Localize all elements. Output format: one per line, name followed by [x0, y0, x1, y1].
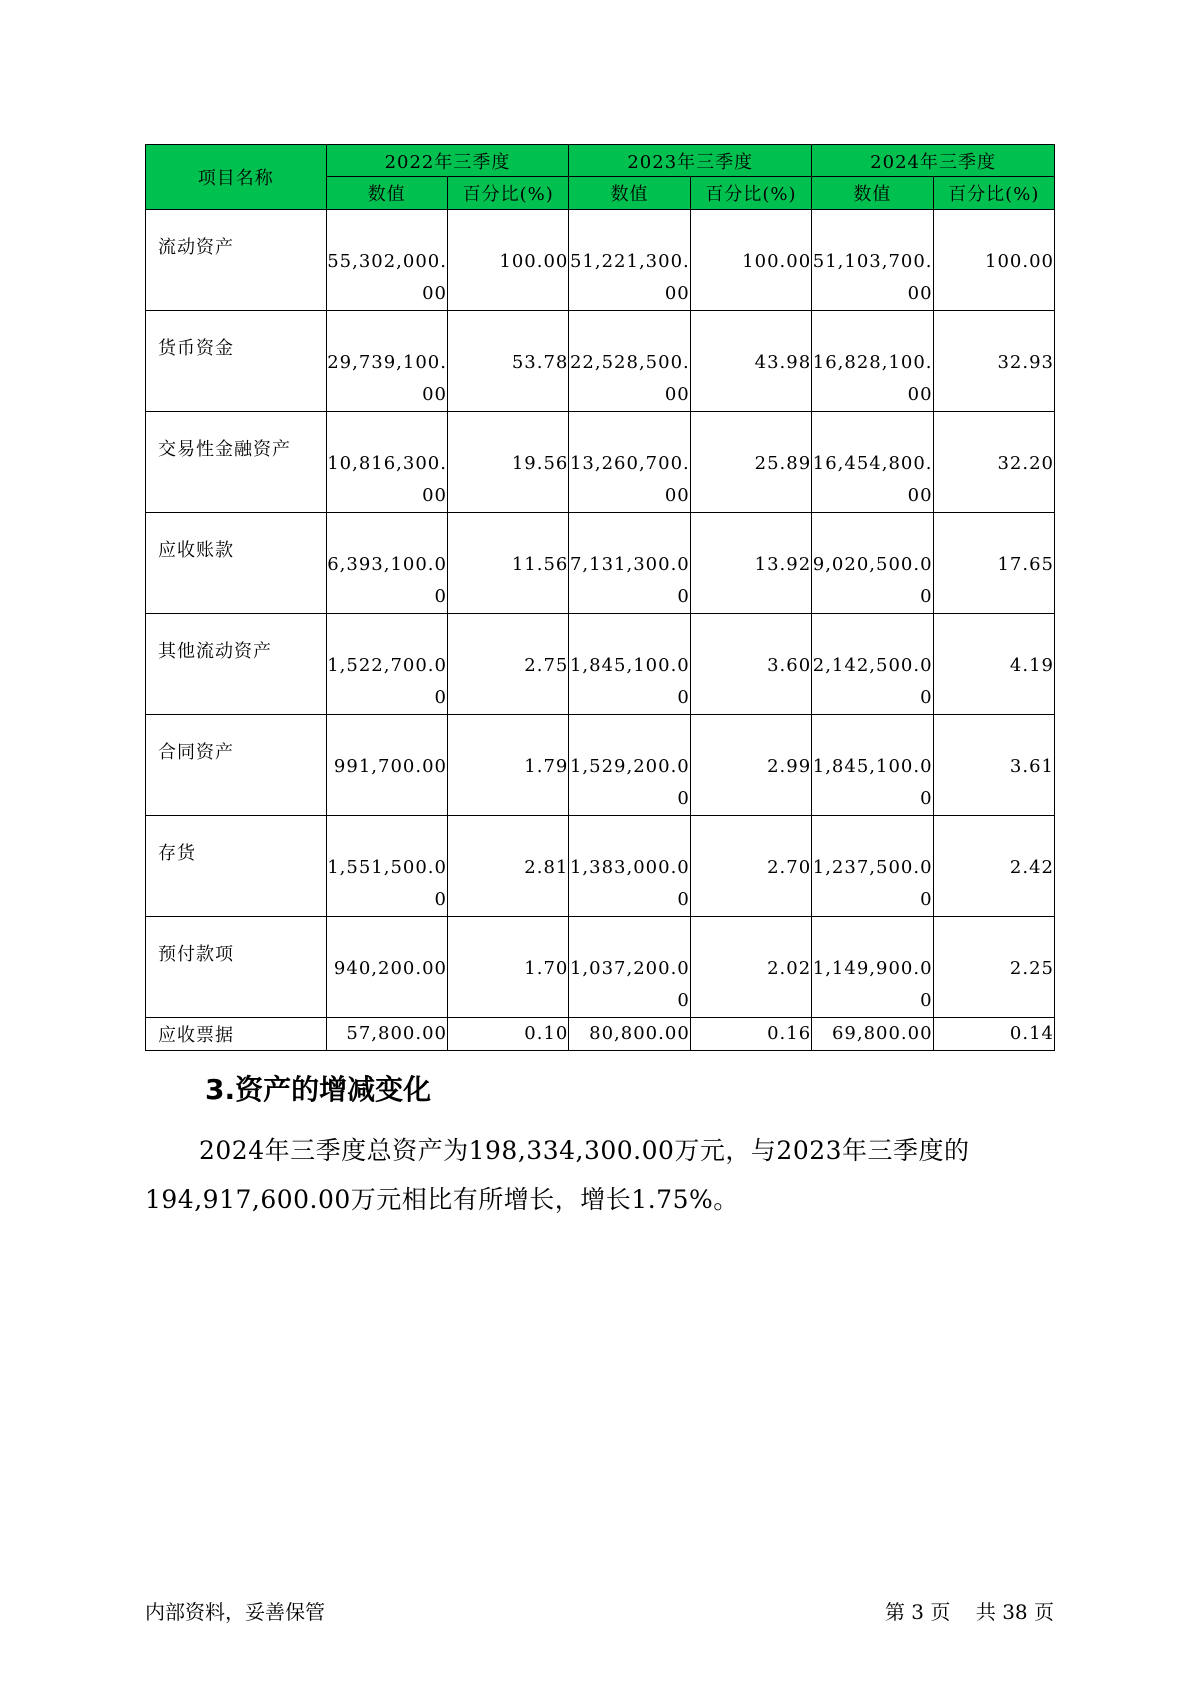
cell-percent: 25.89: [690, 412, 811, 513]
cell-value: 1,845,100.00: [569, 614, 690, 715]
cell-percent: 53.78: [447, 311, 568, 412]
cell-value: 22,528,500.00: [569, 311, 690, 412]
cell-value: 1,383,000.00: [569, 816, 690, 917]
header-value: 数值: [326, 177, 447, 210]
row-name: 合同资产: [146, 715, 327, 816]
total-pages: 38: [1002, 1600, 1028, 1624]
header-period-2024: 2024年三季度: [812, 145, 1055, 177]
header-percent: 百分比(%): [447, 177, 568, 210]
cell-value: 80,800.00: [569, 1018, 690, 1051]
cell-percent: 17.65: [933, 513, 1054, 614]
cell-value: 16,454,800.00: [812, 412, 933, 513]
cell-percent: 0.16: [690, 1018, 811, 1051]
cell-percent: 19.56: [447, 412, 568, 513]
header-percent: 百分比(%): [933, 177, 1054, 210]
cell-value: 2,142,500.00: [812, 614, 933, 715]
row-name: 交易性金融资产: [146, 412, 327, 513]
cell-value: 57,800.00: [326, 1018, 447, 1051]
cell-percent: 2.25: [933, 917, 1054, 1018]
header-item-name: 项目名称: [146, 145, 327, 210]
cell-value: 1,845,100.00: [812, 715, 933, 816]
cell-percent: 4.19: [933, 614, 1054, 715]
cell-percent: 13.92: [690, 513, 811, 614]
cell-percent: 2.99: [690, 715, 811, 816]
table-row: [146, 715, 1055, 816]
table-row: [146, 210, 1055, 311]
cell-value: 51,221,300.00: [569, 210, 690, 311]
cell-value: 9,020,500.00: [812, 513, 933, 614]
cell-value: 29,739,100.00: [326, 311, 447, 412]
cell-percent: 1.79: [447, 715, 568, 816]
cell-value: 1,149,900.00: [812, 917, 933, 1018]
cell-percent: 43.98: [690, 311, 811, 412]
current-assets-table: [145, 144, 1055, 1051]
cell-value: 7,131,300.00: [569, 513, 690, 614]
cell-percent: 0.10: [447, 1018, 568, 1051]
cell-percent: 32.93: [933, 311, 1054, 412]
table-row: [146, 513, 1055, 614]
cell-value: 991,700.00: [326, 715, 447, 816]
total-suffix: 页: [1034, 1600, 1054, 1624]
row-name: 其他流动资产: [146, 614, 327, 715]
header-value: 数值: [812, 177, 933, 210]
cell-value: 940,200.00: [326, 917, 447, 1018]
cell-percent: 2.81: [447, 816, 568, 917]
cell-percent: 2.02: [690, 917, 811, 1018]
row-name: 货币资金: [146, 311, 327, 412]
cell-value: 10,816,300.00: [326, 412, 447, 513]
row-name: 应收票据: [146, 1018, 327, 1051]
cell-value: 1,237,500.00: [812, 816, 933, 917]
header-percent: 百分比(%): [690, 177, 811, 210]
cell-percent: 2.75: [447, 614, 568, 715]
header-period-2023: 2023年三季度: [569, 145, 812, 177]
cell-percent: 100.00: [933, 210, 1054, 311]
cell-value: 69,800.00: [812, 1018, 933, 1051]
cell-percent: 1.70: [447, 917, 568, 1018]
page-prefix: 第: [884, 1600, 905, 1624]
header-period-2022: 2022年三季度: [326, 145, 569, 177]
footer-confidential-note: 内部资料，妥善保管: [145, 1600, 325, 1624]
cell-percent: 11.56: [447, 513, 568, 614]
cell-value: 1,522,700.00: [326, 614, 447, 715]
cell-percent: 32.20: [933, 412, 1054, 513]
cell-value: 55,302,000.00: [326, 210, 447, 311]
row-name: 流动资产: [146, 210, 327, 311]
section-heading: 3.资产的增减变化: [205, 1073, 432, 1106]
row-name: 应收账款: [146, 513, 327, 614]
table-row: [146, 816, 1055, 917]
footer-page-indicator: [885, 1596, 1054, 1625]
cell-value: 1,037,200.00: [569, 917, 690, 1018]
cell-value: 51,103,700.00: [812, 210, 933, 311]
header-value: 数值: [569, 177, 690, 210]
cell-percent: 100.00: [690, 210, 811, 311]
cell-value: 6,393,100.00: [326, 513, 447, 614]
cell-percent: 3.60: [690, 614, 811, 715]
section-paragraph: 2024年三季度总资产为198,334,300.00万元，与2023年三季度的194,917,600.00万元相比有所增长，增长1.75%。: [145, 1136, 970, 1214]
cell-percent: 0.14: [933, 1018, 1054, 1051]
cell-percent: 2.70: [690, 816, 811, 917]
table-row: [146, 917, 1055, 1018]
cell-value: 13,260,700.00: [569, 412, 690, 513]
cell-value: 1,529,200.00: [569, 715, 690, 816]
row-name: 存货: [146, 816, 327, 917]
table-row: [146, 1018, 1055, 1051]
cell-value: 1,551,500.00: [326, 816, 447, 917]
total-prefix: 共: [975, 1600, 996, 1624]
cell-value: 16,828,100.00: [812, 311, 933, 412]
cell-percent: 100.00: [447, 210, 568, 311]
page-number: 3: [911, 1600, 925, 1624]
table-row: [146, 412, 1055, 513]
cell-percent: 3.61: [933, 715, 1054, 816]
table-row: [146, 311, 1055, 412]
page-suffix: 页: [930, 1600, 951, 1624]
row-name: 预付款项: [146, 917, 327, 1018]
cell-percent: 2.42: [933, 816, 1054, 917]
table-row: [146, 614, 1055, 715]
